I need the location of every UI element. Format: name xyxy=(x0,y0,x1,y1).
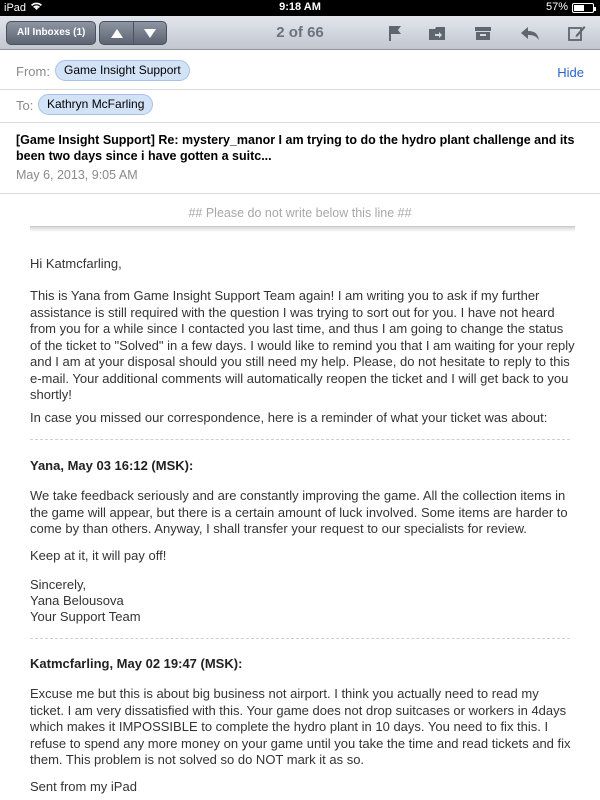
recipient-chip[interactable]: Kathryn McFarling xyxy=(38,94,153,115)
entry-heading-customer: Katmcfarling, May 02 19:47 (MSK): xyxy=(30,656,243,671)
all-inboxes-button[interactable]: All Inboxes (1) xyxy=(6,21,96,45)
reply-icon[interactable] xyxy=(519,23,541,43)
message-nav-control xyxy=(99,21,167,45)
from-row xyxy=(0,51,600,90)
battery-percent: 57% xyxy=(545,1,568,13)
toolbar xyxy=(0,16,600,50)
email-date: May 6, 2013, 9:05 AM xyxy=(16,168,138,182)
sender-chip[interactable]: Game Insight Support xyxy=(55,60,190,81)
notice-divider xyxy=(30,226,575,232)
dashed-divider xyxy=(30,439,570,440)
arrow-down-icon xyxy=(144,29,156,38)
flag-icon[interactable] xyxy=(384,23,406,43)
previous-message-button[interactable] xyxy=(100,22,133,44)
from-label: From: xyxy=(16,64,50,79)
entry-line-yana: Keep at it, it will pay off! xyxy=(30,548,167,563)
message-counter: 2 of 66 xyxy=(276,24,324,41)
compose-icon[interactable] xyxy=(566,23,588,43)
entry-heading-yana: Yana, May 03 16:12 (MSK): xyxy=(30,458,194,473)
signature-line-1: Sincerely, xyxy=(30,577,87,592)
signature-line-2: Yana Belousova xyxy=(30,593,124,608)
entry-text-yana: We take feedback seriously and are constantly improving the game. All the collection items in the game will appear, but there is a certain amount of luck involved. Some items are harder to come by than others. Anyway, I shall transfer your request to our specialists for review. xyxy=(30,488,568,536)
status-bar xyxy=(0,0,600,16)
dashed-divider xyxy=(30,638,570,639)
header-divider xyxy=(0,193,600,194)
to-row xyxy=(0,90,600,123)
hide-details-link[interactable]: Hide xyxy=(557,65,584,80)
battery-icon xyxy=(572,3,594,13)
reply-line-notice: ## Please do not write below this line ## xyxy=(188,206,412,220)
next-message-button[interactable] xyxy=(133,22,166,44)
archive-icon[interactable] xyxy=(472,23,494,43)
email-subject: [Game Insight Support] Re: mystery_manor I am trying to do the hydro plant challenge and its been two days since i have gotten a suitc... xyxy=(16,133,575,163)
body-paragraph-2: In case you missed our correspondence, here is a reminder of what your ticket was about: xyxy=(30,410,548,425)
device-label: iPad xyxy=(4,1,27,14)
entry-text-customer: Excuse me but this is about big business not airport. I think you actually need to read my ticket. I am very dissatisfied with this. Your game does not drop suitcases or workers in 4days which makes it IMPOSSIBLE to complete the hydro plant in 10 days. You need to fix this. I refuse to spend any more money on your game until you take the time and read tickets and fix them. This problem is not solved so do NOT mark it as so. xyxy=(30,686,571,767)
sent-from-footer: Sent from my iPad xyxy=(30,779,137,794)
body-paragraph-1: This is Yana from Game Insight Support Team again! I am writing you to ask if my further assistance is still required with the question I was trying to sort out for you. I have not heard from you for a while since I contacted you last time, and thus I am going to change the status of the ticket to "Solved" in a few days. I would like to remind you that I am waiting for your reply and I am at your disposal should you still need my help. Please, do not hesitate to reply to this e-mail. Your additional comments will automatically reopen the ticket and I will get back to you shortly! xyxy=(30,288,575,402)
move-folder-icon[interactable] xyxy=(426,23,448,43)
arrow-up-icon xyxy=(111,29,123,38)
status-time: 9:18 AM xyxy=(279,1,321,13)
signature-line-3: Your Support Team xyxy=(30,609,141,624)
greeting: Hi Katmcfarling, xyxy=(30,256,122,271)
to-label: To: xyxy=(16,98,34,113)
